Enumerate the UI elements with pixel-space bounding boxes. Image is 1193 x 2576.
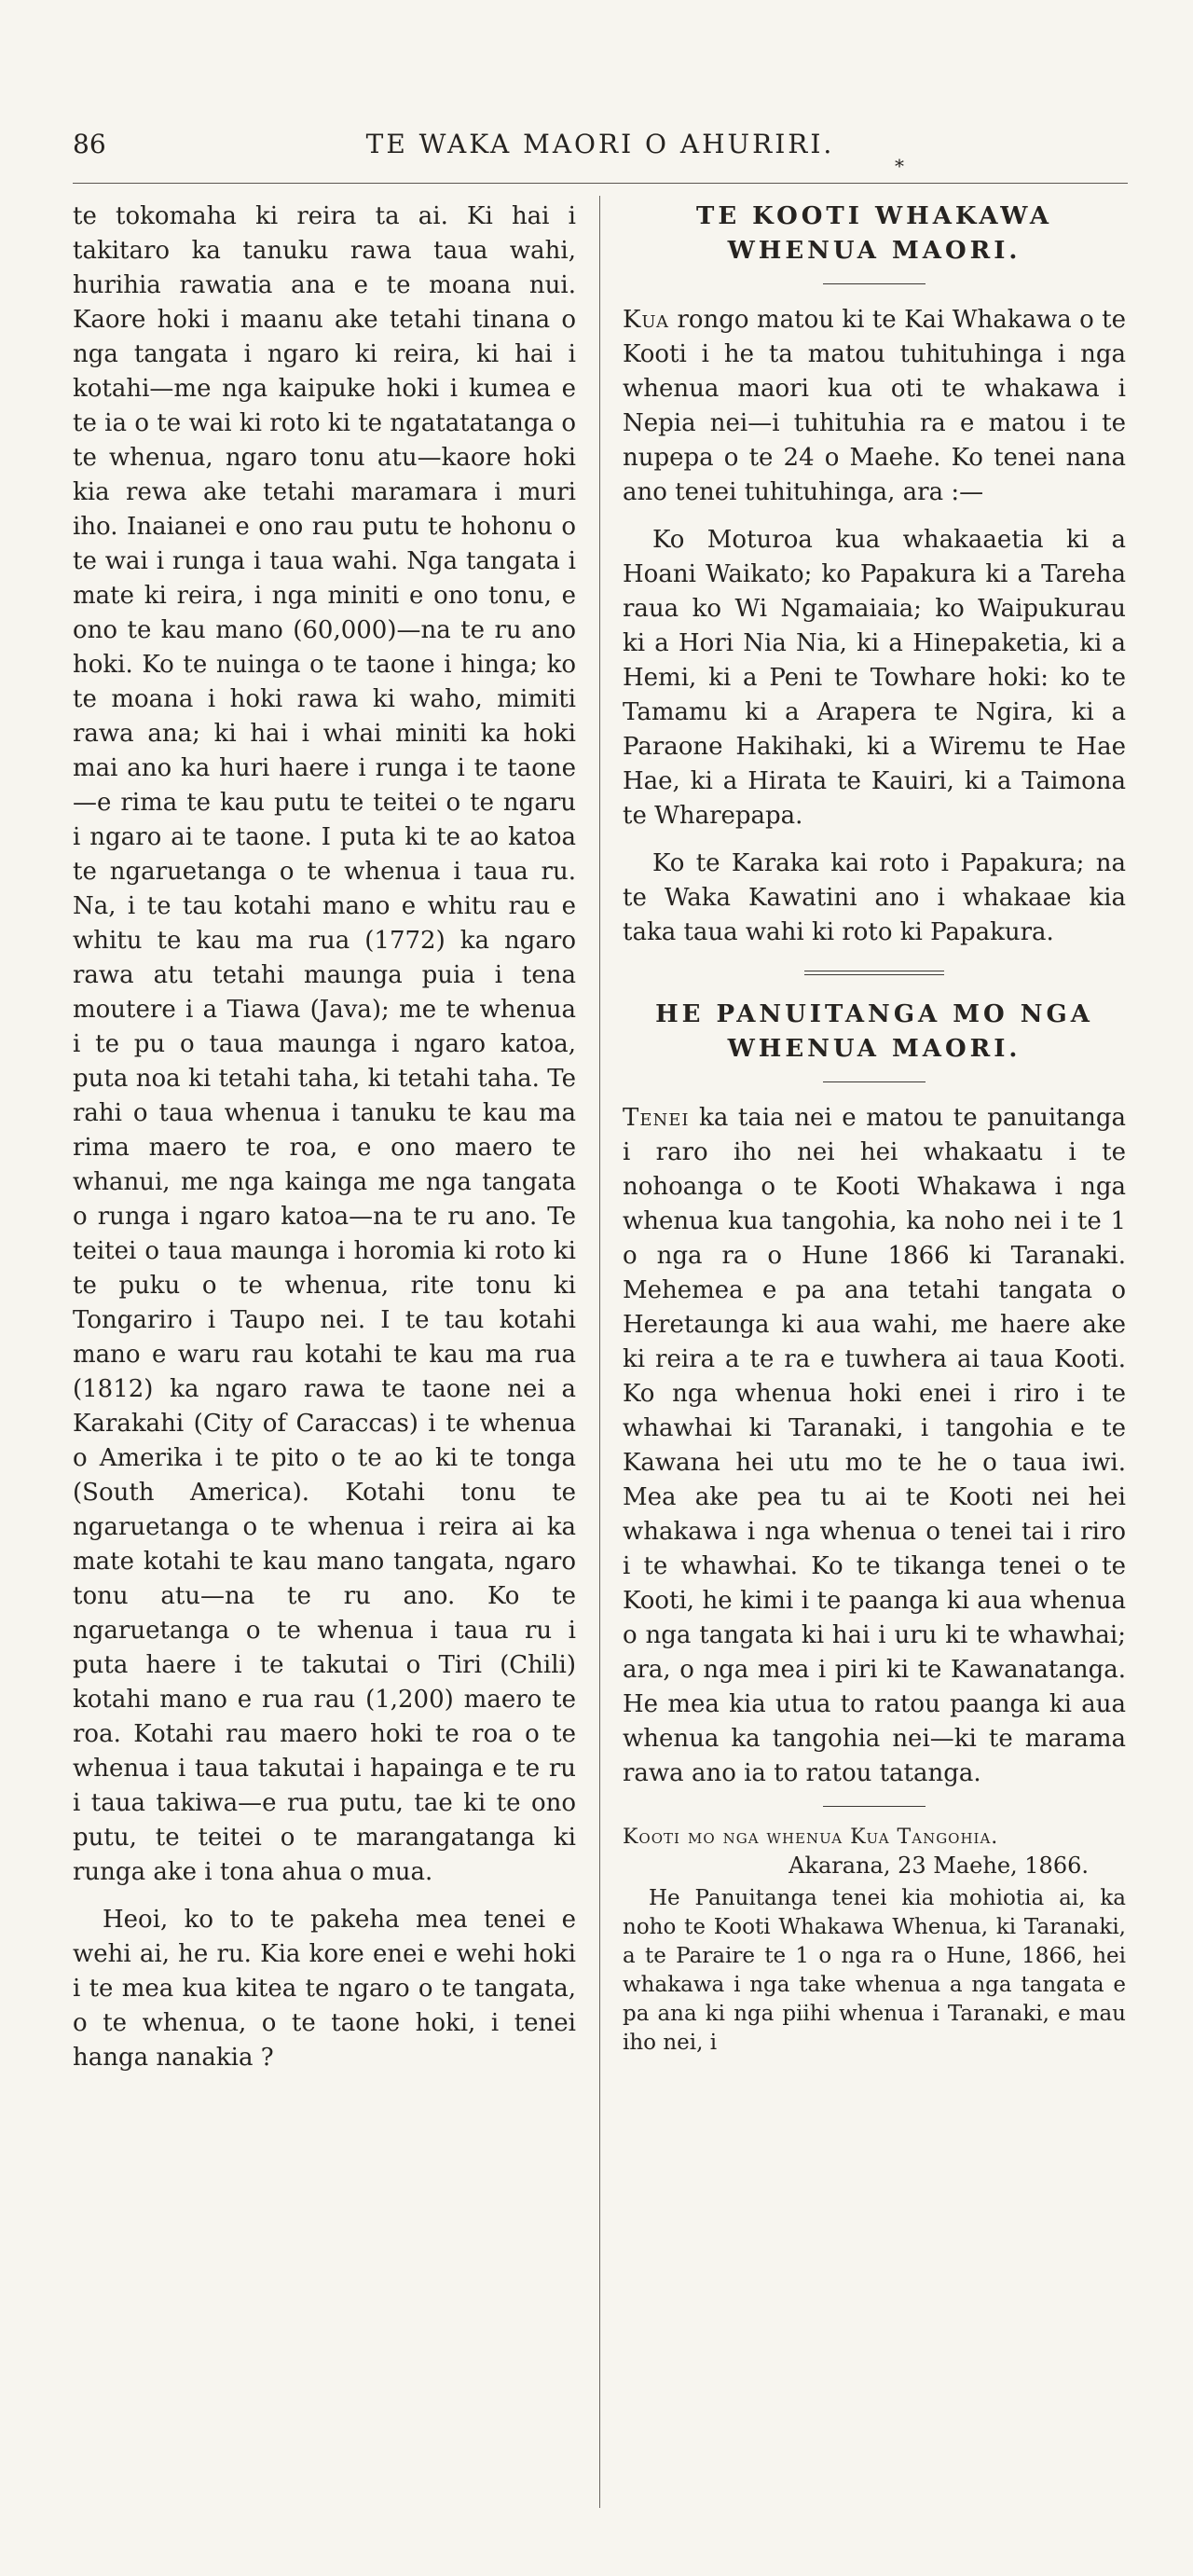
right-column [623, 200, 1126, 2058]
article-closing-paragraph: Heoi, ko to te pakeha mea tenei e wehi ai, he ru. Kia kore enei e wehi hoki i te mea kua kitea te ngaro o te tangata, o te whenua, o te taone hoki, i tenei hanga nanakia ? [73, 1906, 576, 2072]
drop-lead-word: Kua [623, 306, 670, 334]
left-column [73, 200, 576, 2075]
column-divider [599, 196, 600, 2508]
printer-mark: * [895, 155, 904, 177]
section-rule [823, 283, 926, 284]
paragraph-text: ka taia nei e matou te panuitanga i raro iho nei hei whakaatu i te nohoanga o te Kooti Whakawa i nga whenua kua tangohia, ka noho nei i te 1 o nga ra o Hune 1866 ki Taranaki. Mehemea e pa ana tetahi tangata o Heretaunga ki aua wahi, me haere ake ki reira a te ra e tuwhera ai taua Kooti. Ko nga whenua hoki enei i riro i te whawhai ki Taranaki, i tangohia e te Kawana hei utu mo te he o taua iwi. Mea ake pea tu ai te Kooti nei hei whakawa i nga whenua o tenei tai i riro i te whawhai. Ko te tikanga tenei o te Kooti, he kimi i te paanga ki aua whenua o nga tangata ki hai i uru ki te whawhai; ara, o nga mea i piri ki te Kawanatanga. He mea kia utua to ratou paanga ki aua whenua ka tangohia nei—ki te marama rawa ano ia to ratou tatanga. [623, 1104, 1126, 1787]
land-court-paragraph-3: Ko te Karaka kai roto i Papakura; na te Waka Kawatini ano i whakaae kia taka taua wahi ki roto ki Papakura. [623, 849, 1126, 946]
section-rule [823, 1081, 926, 1082]
page-number: 86 [73, 129, 106, 159]
drop-lead-word: Tenei [623, 1104, 690, 1132]
paragraph-text: rongo matou ki te Kai Whakawa o te Kooti i he ta matou tuhituhinga i nga whenua maori kua oti te whakawa i Nepia nei—i tuhituhia ra e matou i te nupepa o te 24 o Maehe. Ko tenei nana ano tenei tuhituhinga, ara :— [623, 306, 1126, 506]
article-continuation-paragraph: te tokomaha ki reira ta ai. Ki hai i takitaro ka tanuku rawa taua wahi, hurihia rawatia ana e te moana nui. Kaore hoki i maanu ake tetahi tinana o nga tangata i ngaro ki reira, ki hai i kotahi—me nga kaipuke hoki i kumea e te ia o te wai ki roto ki te ngatatatanga o te whenua, ngaro tonu atu—kaore hoki kia rewa ake tetahi maramara i muri iho. Inaianei e ono rau putu te hohonu o te wai i runga i taua wahi. Nga tangata i mate ki reira, i nga miniti e ono tonu, e ono te kau mano (60,000)—na te ru ano hoki. Ko te nuinga o te taone i hinga; ko te moana i hoki rawa ki waho, mimiti rawa ana; ki hai i whai miniti ka hoki mai ano ka huri haere i runga i te taone—e rima te kau putu te teitei o te ngaru i ngaro ai te taone. I puta ki te ao katoa te ngaruetanga o te whenua i taua ru. Na, i te tau kotahi mano e whitu rau e whitu te kau ma rua (1772) ka ngaro rawa atu tetahi maunga puia i tena moutere i a Tiawa (Java); me te whenua i te pu o taua maunga i ngaro katoa, puta noa ki tetahi taha, ki tetahi taha. Te rahi o taua whenua i tanuku te kau ma rima maero te roa, e ono maero te whanui, me nga kainga me nga tangata o runga i ngaro katoa—na te ru ano. Te teitei o taua maunga i horomia ki roto ki te puku o te whenua, rite tonu ki Tongariro i Taupo nei. I te tau kotahi mano e waru rau kotahi te kau ma rua (1812) ka ngaro rawa te taone nei a Karakahi (City of Caraccas) i te whenua o Amerika i te pito o te ao ki te tonga (South America). Kotahi tonu te ngaruetanga o te whenua i reira ai ka mate kotahi te kau mano tangata, ngaro tonu atu—na te ru ano. Ko te ngaruetanga o te whenua i taua ru i puta haere i te takutai o Tiri (Chili) kotahi mano e rua rau (1,200) maero te roa. Kotahi rau maero hoki te roa o te whenua i taua takutai i hapainga e te ru i taua takiwa—e rua putu, tae ki te ono putu, te teitei o te marangatanga ki runga ake i tona ahua o mua. [73, 202, 576, 1886]
official-notice-dateline: Akarana, 23 Maehe, 1866. [788, 1853, 1089, 1879]
section-rule [823, 1806, 926, 1807]
running-header [73, 129, 1128, 175]
notice-section-heading: HE PANUITANGA MO NGA WHENUA MAORI. [655, 1000, 1093, 1063]
official-notice-body: He Panuitanga tenei kia mohiotia ai, ka noho te Kooti Whakawa Whenua, ki Taranaki, a te Paraire te 1 o nga ra o Hune, 1866, hei whakawa i nga take whenua a nga tangata e pa ana ki nga piihi whenua i Taranaki, e mau iho nei, i [623, 1886, 1126, 2055]
land-court-heading: TE KOOTI WHAKAWA WHENUA MAORI. [695, 202, 1053, 265]
notice-intro-paragraph [623, 1101, 1126, 1791]
newspaper-title: TE WAKA MAORI O AHURIRI. [365, 129, 835, 159]
land-court-paragraph-2: Ko Moturoa kua whakaaetia ki a Hoani Waikato; ko Papakura ki a Tareha raua ko Wi Ngamaiaia; ko Waipukurau ki a Hori Nia Nia, ki a Hinepaketia, ki a Hemi, ki a Peni te Towhare hoki: ko te Tamamu ki a Arapera te Ngira, ki a Paraone Hakihaki, ki a Wiremu te Hae Hae, ki a Hirata te Kauiri, ki a Taimona te Wharepapa. [623, 526, 1126, 830]
header-rule [73, 183, 1128, 184]
land-court-paragraph-1 [623, 303, 1126, 510]
official-notice-heading: Kooti mo nga whenua Kua Tangohia. [623, 1825, 999, 1849]
ornamental-rule [804, 971, 944, 975]
